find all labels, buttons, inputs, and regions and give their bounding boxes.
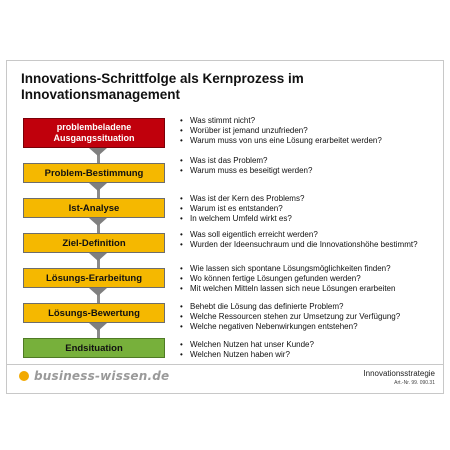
arrow-down-icon [89, 148, 107, 156]
arrow-down-icon [89, 288, 107, 296]
question-item: • Behebt die Lösung das definierte Problem? [178, 302, 436, 312]
footer-section: Innovationsstrategie [363, 369, 435, 378]
question-item: • Was ist der Kern des Problems? [178, 194, 436, 204]
question-item: • Welche Ressourcen stehen zur Umsetzung zur Verfügung? [178, 312, 436, 322]
arrow-down-icon [89, 218, 107, 226]
question-item: • Worüber ist jemand unzufrieden? [178, 126, 436, 136]
questions-ausgangssituation [178, 116, 436, 146]
question-item: • Was soll eigentlich erreicht werden? [178, 230, 436, 240]
footer-article-number: Art.-Nr. 99. 090.31 [394, 380, 435, 386]
questions-endsituation [178, 340, 436, 360]
slide [6, 60, 444, 394]
step-ziel-definition: Ziel-Definition [23, 233, 165, 253]
question-item: • Mit welchen Mitteln lassen sich neue Lösungen erarbeiten [178, 284, 436, 294]
question-item: • Wie lassen sich spontane Lösungsmöglichkeiten finden? [178, 264, 436, 274]
question-item: • Was stimmt nicht? [178, 116, 436, 126]
logo-text: business-wissen.de [34, 369, 170, 383]
step-endsituation: Endsituation [23, 338, 165, 358]
questions-ist-analyse [178, 194, 436, 224]
question-item: • Wo können fertige Lösungen gefunden werden? [178, 274, 436, 284]
question-item: • Welche negativen Nebenwirkungen entstehen? [178, 322, 436, 332]
step-ist-analyse: Ist-Analyse [23, 198, 165, 218]
question-item: • Warum muss es beseitigt werden? [178, 166, 436, 176]
arrow-down-icon [89, 323, 107, 331]
question-item: • Welchen Nutzen haben wir? [178, 350, 436, 360]
question-item: • In welchem Umfeld wirkt es? [178, 214, 436, 224]
step-ausgangssituation: problembeladene Ausgangssituation [23, 118, 165, 148]
logo [19, 369, 169, 383]
footer-divider [7, 364, 443, 365]
question-item: • Warum muss von uns eine Lösung erarbeitet werden? [178, 136, 436, 146]
questions-ziel-definition [178, 230, 436, 250]
step-problem-bestimmung: Problem-Bestimmung [23, 163, 165, 183]
logo-dot-icon [19, 371, 29, 381]
question-item: • Was ist das Problem? [178, 156, 436, 166]
questions-loesungs-bewertung [178, 302, 436, 332]
questions-problem-bestimmung [178, 156, 436, 176]
question-item: • Wurden der Ideensuchraum und die Innovationshöhe bestimmt? [178, 240, 436, 250]
arrow-down-icon [89, 183, 107, 191]
slide-title: Innovations-Schrittfolge als Kernprozess im Innovationsmanagement [21, 71, 304, 102]
question-item: • Warum ist es entstanden? [178, 204, 436, 214]
questions-loesungs-erarbeitung [178, 264, 436, 294]
question-item: • Welchen Nutzen hat unser Kunde? [178, 340, 436, 350]
step-loesungs-erarbeitung: Lösungs-Erarbeitung [23, 268, 165, 288]
step-loesungs-bewertung: Lösungs-Bewertung [23, 303, 165, 323]
arrow-down-icon [89, 253, 107, 261]
